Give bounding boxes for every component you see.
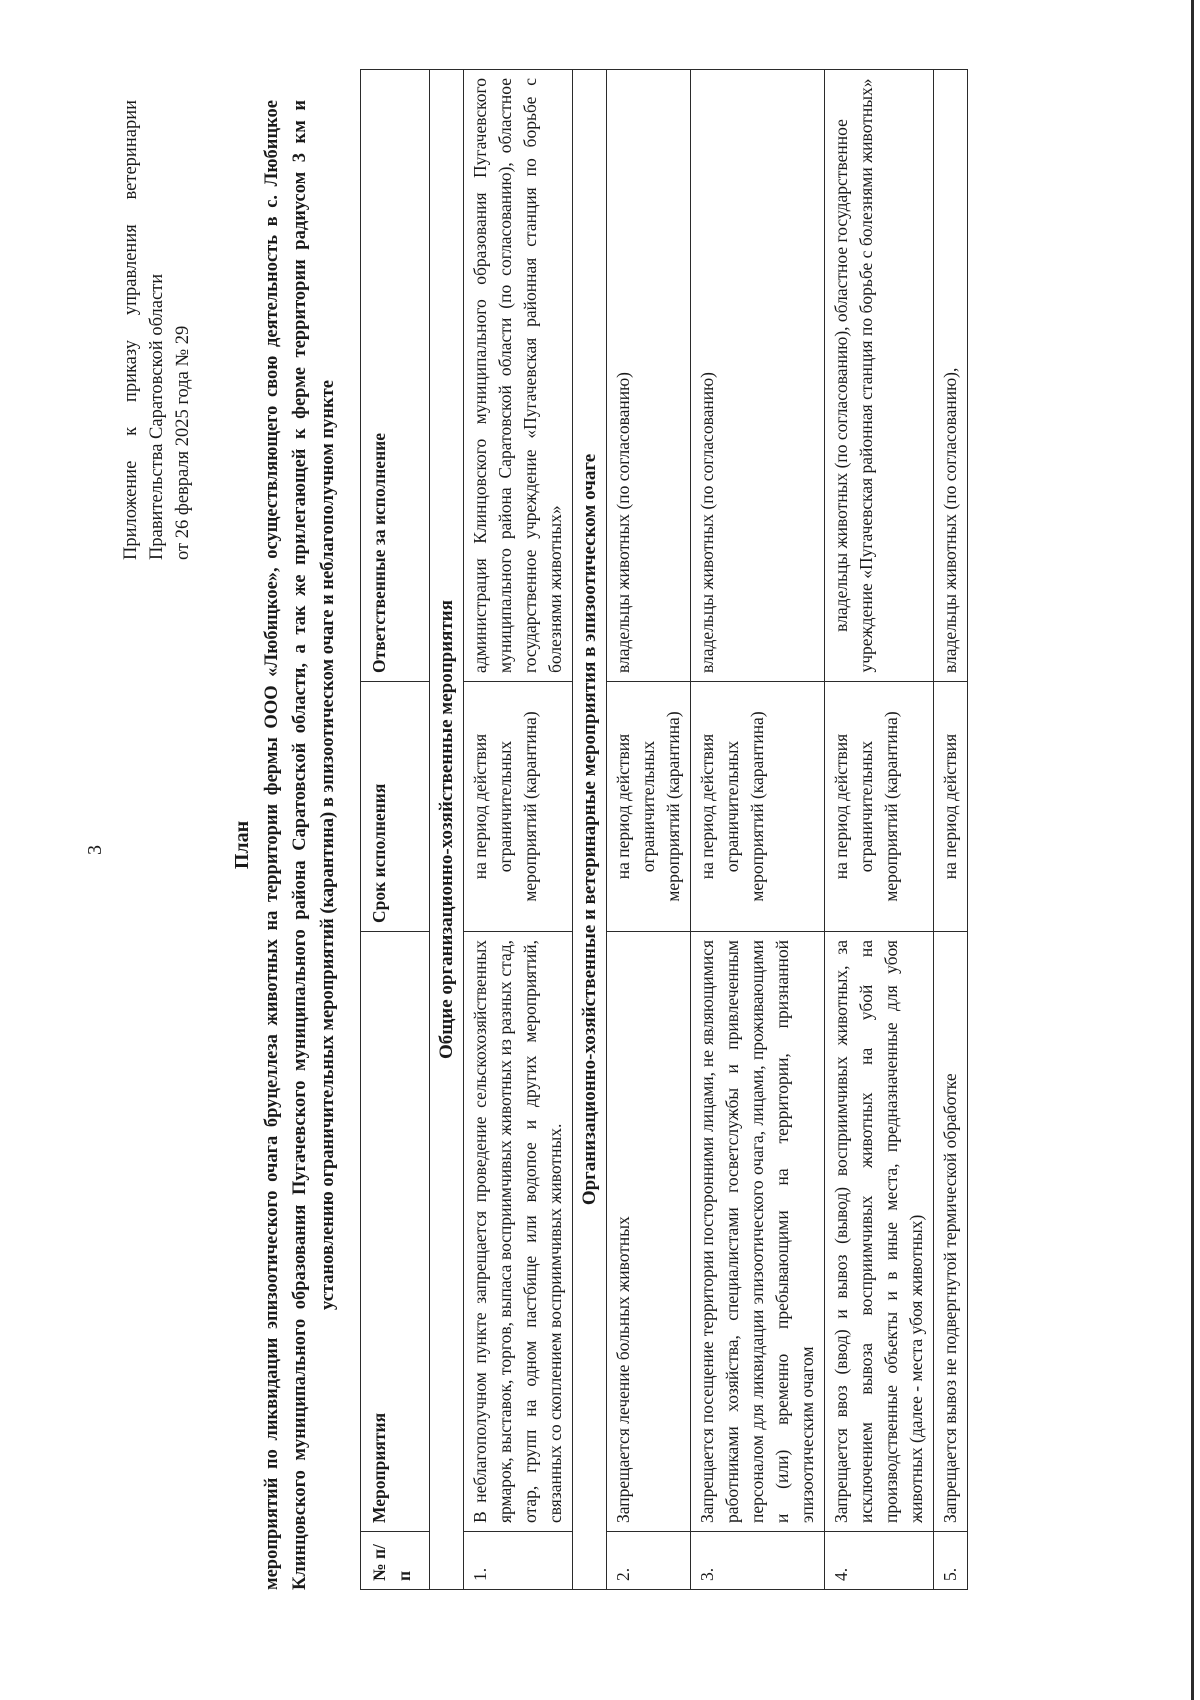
- title-word: План: [231, 820, 253, 870]
- section-1-title: Общие организационно-хозяйственные мероприятия: [430, 70, 464, 1590]
- row-action: Запрещается вывоз не подвергнутой термической обработке: [934, 932, 968, 1532]
- row-term: на период действия ограничительных мероприятий (карантина): [691, 682, 825, 932]
- row-action: Запрещается лечение больных животных: [607, 932, 691, 1532]
- table-row: [934, 70, 968, 1590]
- row-num: 1.: [464, 1532, 573, 1590]
- row-num: 3.: [691, 1532, 825, 1590]
- row-num: 4.: [825, 1532, 934, 1590]
- row-term: на период действия ограничительных мероприятий (карантина): [607, 682, 691, 932]
- row-term: на период действия: [934, 682, 968, 932]
- section-2-title: Организационно-хозяйственные и ветеринарные мероприятия в эпизоотическом очаге: [573, 70, 607, 1590]
- table-header-row: [361, 70, 430, 1590]
- header-action: Мероприятия: [361, 932, 430, 1532]
- appendix-block: [118, 100, 196, 560]
- plan-table: [360, 69, 968, 1590]
- row-responsible: администрация Клинцовского муниципального образования Пугачевского муниципального района Саратовской области (по согласованию), областное государственное учреждение «Пугачевская районная станция по борьбе с болезнями животных»: [464, 70, 573, 682]
- table-row: [825, 70, 934, 1590]
- appendix-line-2: Правительства Саратовской области: [147, 273, 167, 560]
- row-action: Запрещается посещение территории посторонними лицами, не являющимися работниками хозяйства, специалистами госветслужбы и привлеченным персоналом для ликвидации эпизоотического очага, лицами, проживающими и (или) временно пребывающими на территории, признанной эпизоотическим очагом: [691, 932, 825, 1532]
- table-row: [464, 70, 573, 1590]
- row-term: на период действия ограничительных мероприятий (карантина): [825, 682, 934, 932]
- row-responsible: владельцы животных (по согласованию), областное государственное учреждение «Пугачевская районная станция по борьбе с болезнями животных»: [825, 70, 934, 682]
- appendix-line-3: от 26 февраля 2025 года № 29: [173, 325, 193, 560]
- row-responsible: владельцы животных (по согласованию): [691, 70, 825, 682]
- row-term: на период действия ограничительных мероприятий (карантина): [464, 682, 573, 932]
- row-responsible: владельцы животных (по согласованию): [607, 70, 691, 682]
- header-responsible: Ответственные за исполнение: [361, 70, 430, 682]
- row-num: 5.: [934, 1532, 968, 1590]
- title-text: мероприятий по ликвидации эпизоотического очага бруцеллеза животных на территории фермы ООО «Любицкое», осуществляющего свою деятельность в с. Любицкое Клинцовского муниципального образования Пугачевского муниципального района Саратовской области, а так же прилегающей к ферме территории радиусом 3 км и установлению ограничительных мероприятий (карантина) в эпизоотическом очаге и неблагополучном пункте: [262, 100, 338, 1590]
- row-responsible: владельцы животных (по согласованию),: [934, 70, 968, 682]
- row-num: 2.: [607, 1532, 691, 1590]
- section-row: [430, 70, 464, 1590]
- section-row: [573, 70, 607, 1590]
- table-row: [607, 70, 691, 1590]
- header-term: Срок исполнения: [361, 682, 430, 932]
- header-num: № п/п: [361, 1532, 430, 1590]
- row-action: В неблагополучном пункте запрещается проведение сельскохозяйственных ярмарок, выставок, торгов, выпаса восприимчивых животных из разных стад, отар, групп на одном пастбище или водопое и других мероприятий, связанных со скоплением восприимчивых животных.: [464, 932, 573, 1532]
- document-title: [228, 100, 342, 1590]
- appendix-line-1: Приложение к приказу управления ветеринарии: [121, 100, 141, 560]
- table-row: [691, 70, 825, 1590]
- page-number: 3: [84, 845, 106, 855]
- row-action: Запрещается ввоз (ввод) и вывоз (вывод) восприимчивых животных, за исключением вывоза восприимчивых животных на убой на производственные объекты и в иные места, предназначенные для убоя животных (далее - места убоя животных): [825, 932, 934, 1532]
